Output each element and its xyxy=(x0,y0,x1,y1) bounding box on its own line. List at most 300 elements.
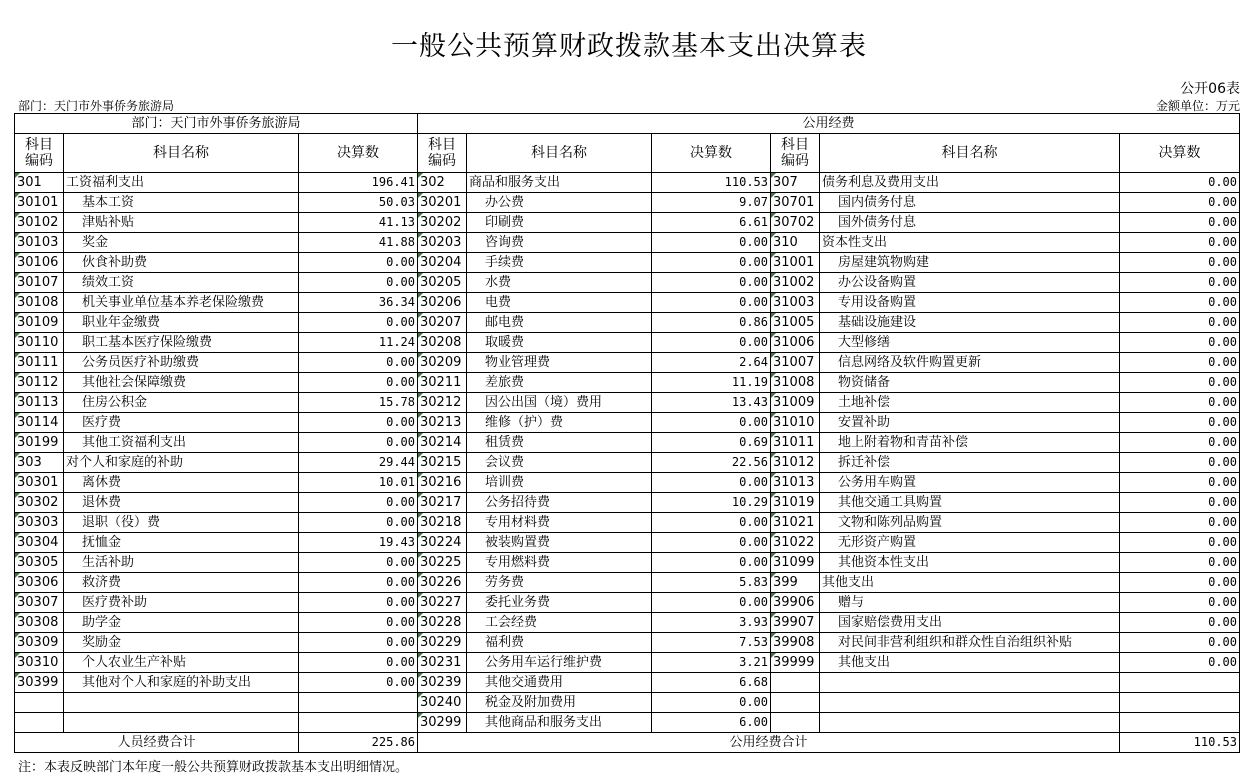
subject-name: 房屋建筑物购建 xyxy=(820,253,1120,273)
subject-name: 大型修缮 xyxy=(820,333,1120,353)
footnote: 注：本表反映部门本年度一般公共预算财政拨款基本支出明细情况。 xyxy=(18,760,409,775)
table-row xyxy=(15,293,1240,313)
subject-amount: 0.00 xyxy=(1120,493,1240,513)
subject-amount: 0.00 xyxy=(1120,653,1240,673)
table-id: 公开06表 xyxy=(1180,81,1240,97)
subject-amount: 0.00 xyxy=(652,513,771,533)
subject-amount: 0.00 xyxy=(1120,513,1240,533)
table-row xyxy=(15,193,1240,213)
subject-code xyxy=(771,713,820,733)
subject-code: 31008 xyxy=(771,373,820,393)
col-header-code xyxy=(771,134,820,173)
subject-amount: 0.00 xyxy=(299,613,418,633)
subject-amount: 0.00 xyxy=(652,333,771,353)
subject-code: 31007 xyxy=(771,353,820,373)
subject-amount: 0.00 xyxy=(652,253,771,273)
subject-amount: 6.61 xyxy=(652,213,771,233)
subject-code: 31006 xyxy=(771,333,820,353)
subject-name: 奖励金 xyxy=(64,633,299,653)
subject-name: 医疗费 xyxy=(64,413,299,433)
subject-code: 30240 xyxy=(418,693,467,713)
table-row xyxy=(15,553,1240,573)
subject-code: 30204 xyxy=(418,253,467,273)
subject-name: 文物和陈列品购置 xyxy=(820,513,1120,533)
subject-name: 无形资产购置 xyxy=(820,533,1120,553)
subject-amount: 0.00 xyxy=(1120,533,1240,553)
table-row xyxy=(15,213,1240,233)
subject-name: 抚恤金 xyxy=(64,533,299,553)
subject-name: 专用材料费 xyxy=(467,513,652,533)
subject-code: 30308 xyxy=(15,613,64,633)
subject-name: 其他商品和服务支出 xyxy=(467,713,652,733)
subject-name: 邮电费 xyxy=(467,313,652,333)
subject-code: 31022 xyxy=(771,533,820,553)
table-row xyxy=(15,653,1240,673)
subject-name: 专用设备购置 xyxy=(820,293,1120,313)
table-row xyxy=(15,493,1240,513)
subject-code: 39999 xyxy=(771,653,820,673)
subject-amount: 0.00 xyxy=(299,593,418,613)
table-row xyxy=(15,333,1240,353)
subject-name: 其他社会保障缴费 xyxy=(64,373,299,393)
subject-code: 30212 xyxy=(418,393,467,413)
subject-amount: 0.00 xyxy=(299,313,418,333)
subject-amount: 0.00 xyxy=(1120,273,1240,293)
subject-name: 水费 xyxy=(467,273,652,293)
subject-name: 国内债务付息 xyxy=(820,193,1120,213)
subject-code: 30216 xyxy=(418,473,467,493)
subject-name: 医疗费补助 xyxy=(64,593,299,613)
subject-amount: 0.00 xyxy=(299,273,418,293)
subject-name: 其他交通费用 xyxy=(467,673,652,693)
table-row xyxy=(15,473,1240,493)
subject-amount: 41.88 xyxy=(299,233,418,253)
subject-code: 30310 xyxy=(15,653,64,673)
subject-name: 公务用车运行维护费 xyxy=(467,653,652,673)
subject-name: 赠与 xyxy=(820,593,1120,613)
col-header-amount: 决算数 xyxy=(1120,134,1240,173)
subject-code: 30299 xyxy=(418,713,467,733)
department-label: 部门：天门市外事侨务旅游局 xyxy=(18,99,175,113)
unit-label: 金额单位：万元 xyxy=(1155,99,1240,113)
subject-name: 其他工资福利支出 xyxy=(64,433,299,453)
column-header-row xyxy=(15,134,1240,173)
subject-amount: 0.00 xyxy=(652,553,771,573)
subject-code: 30306 xyxy=(15,573,64,593)
subject-name: 物资储备 xyxy=(820,373,1120,393)
total-row xyxy=(15,733,1240,753)
subject-amount: 0.00 xyxy=(299,373,418,393)
subject-code: 30106 xyxy=(15,253,64,273)
col-header-code-text: 科目 编码 xyxy=(781,137,809,169)
subject-amount: 36.34 xyxy=(299,293,418,313)
subject-name: 拆迁补偿 xyxy=(820,453,1120,473)
subject-name: 津贴补贴 xyxy=(64,213,299,233)
subject-amount: 15.78 xyxy=(299,393,418,413)
subject-amount: 0.00 xyxy=(1120,233,1240,253)
subject-code: 39908 xyxy=(771,633,820,653)
table-row xyxy=(15,633,1240,653)
subject-amount: 0.00 xyxy=(1120,393,1240,413)
subject-code: 30109 xyxy=(15,313,64,333)
subject-amount: 0.00 xyxy=(299,673,418,693)
subject-code: 30229 xyxy=(418,633,467,653)
subject-code: 30399 xyxy=(15,673,64,693)
subject-amount xyxy=(299,693,418,713)
subject-amount xyxy=(1120,673,1240,693)
subject-code: 30107 xyxy=(15,273,64,293)
subject-code: 31003 xyxy=(771,293,820,313)
subject-amount: 11.24 xyxy=(299,333,418,353)
subject-name: 因公出国（境）费用 xyxy=(467,393,652,413)
subject-amount xyxy=(1120,693,1240,713)
subject-code: 399 xyxy=(771,573,820,593)
subject-code: 30218 xyxy=(418,513,467,533)
subject-name: 委托业务费 xyxy=(467,593,652,613)
subject-amount: 0.00 xyxy=(1120,593,1240,613)
subject-amount: 0.00 xyxy=(299,513,418,533)
table-row xyxy=(15,613,1240,633)
subject-amount: 2.64 xyxy=(652,353,771,373)
subject-amount: 0.00 xyxy=(1120,613,1240,633)
table-row xyxy=(15,713,1240,733)
subject-code: 30102 xyxy=(15,213,64,233)
subject-name: 电费 xyxy=(467,293,652,313)
col-header-name: 科目名称 xyxy=(820,134,1120,173)
subject-name: 救济费 xyxy=(64,573,299,593)
subject-amount: 0.00 xyxy=(299,493,418,513)
subject-name xyxy=(820,713,1120,733)
subject-amount: 10.29 xyxy=(652,493,771,513)
subject-code: 30110 xyxy=(15,333,64,353)
subject-amount: 0.00 xyxy=(299,553,418,573)
subject-amount: 0.00 xyxy=(652,233,771,253)
subject-amount: 0.00 xyxy=(1120,293,1240,313)
subject-name: 其他支出 xyxy=(820,653,1120,673)
subject-amount: 0.00 xyxy=(1120,313,1240,333)
col-header-name: 科目名称 xyxy=(467,134,652,173)
subject-name: 印刷费 xyxy=(467,213,652,233)
subject-amount: 0.00 xyxy=(652,473,771,493)
table-row xyxy=(15,673,1240,693)
subject-amount: 196.41 xyxy=(299,173,418,193)
subject-name: 其他对个人和家庭的补助支出 xyxy=(64,673,299,693)
subject-amount: 0.00 xyxy=(299,633,418,653)
subject-code: 30224 xyxy=(418,533,467,553)
subject-code: 30307 xyxy=(15,593,64,613)
subject-name: 土地补偿 xyxy=(820,393,1120,413)
page-title: 一般公共预算财政拨款基本支出决算表 xyxy=(391,31,867,62)
subject-code: 31002 xyxy=(771,273,820,293)
subject-amount: 0.00 xyxy=(652,693,771,713)
table-row xyxy=(15,693,1240,713)
subject-name: 对民间非营利组织和群众性自治组织补贴 xyxy=(820,633,1120,653)
subject-name: 国家赔偿费用支出 xyxy=(820,613,1120,633)
col-header-code xyxy=(418,134,467,173)
subject-amount: 0.00 xyxy=(652,273,771,293)
subject-code: 30205 xyxy=(418,273,467,293)
subject-code: 39906 xyxy=(771,593,820,613)
subject-code: 30304 xyxy=(15,533,64,553)
subject-name: 国外债务付息 xyxy=(820,213,1120,233)
subject-name xyxy=(820,693,1120,713)
subject-code: 30701 xyxy=(771,193,820,213)
subject-amount: 0.00 xyxy=(1120,413,1240,433)
subject-name: 基本工资 xyxy=(64,193,299,213)
subject-code: 30213 xyxy=(418,413,467,433)
subject-code: 30301 xyxy=(15,473,64,493)
subject-amount xyxy=(1120,713,1240,733)
table-row xyxy=(15,253,1240,273)
subject-amount: 0.00 xyxy=(652,413,771,433)
subject-code: 30303 xyxy=(15,513,64,533)
subject-name: 办公设备购置 xyxy=(820,273,1120,293)
subject-amount: 0.00 xyxy=(1120,193,1240,213)
table-row xyxy=(15,413,1240,433)
subject-name: 公务用车购置 xyxy=(820,473,1120,493)
subject-code: 31099 xyxy=(771,553,820,573)
subject-name: 维修（护）费 xyxy=(467,413,652,433)
subject-amount: 0.00 xyxy=(1120,433,1240,453)
subject-name: 信息网络及软件购置更新 xyxy=(820,353,1120,373)
subject-code xyxy=(15,713,64,733)
subject-name: 手续费 xyxy=(467,253,652,273)
subject-amount: 0.00 xyxy=(652,593,771,613)
subject-code: 30211 xyxy=(418,373,467,393)
subject-amount: 0.00 xyxy=(299,353,418,373)
subject-name xyxy=(64,713,299,733)
subject-code: 30111 xyxy=(15,353,64,373)
subject-amount: 0.00 xyxy=(299,653,418,673)
subject-amount: 0.00 xyxy=(1120,453,1240,473)
table-row xyxy=(15,353,1240,373)
subject-code: 30239 xyxy=(418,673,467,693)
subject-code: 30108 xyxy=(15,293,64,313)
subject-amount: 0.00 xyxy=(299,253,418,273)
subject-amount: 0.00 xyxy=(1120,213,1240,233)
subject-code: 30114 xyxy=(15,413,64,433)
subject-amount: 41.13 xyxy=(299,213,418,233)
subject-code: 30101 xyxy=(15,193,64,213)
subject-code: 310 xyxy=(771,233,820,253)
subject-code: 31009 xyxy=(771,393,820,413)
subject-code: 307 xyxy=(771,173,820,193)
subject-amount: 5.83 xyxy=(652,573,771,593)
col-header-code-text: 科目 编码 xyxy=(25,137,53,169)
col-header-amount: 决算数 xyxy=(299,134,418,173)
subject-name: 资本性支出 xyxy=(820,233,1120,253)
subject-code: 30225 xyxy=(418,553,467,573)
subject-amount: 0.00 xyxy=(652,533,771,553)
subject-amount: 6.68 xyxy=(652,673,771,693)
public-section-header: 公用经费 xyxy=(418,114,1240,134)
public-total-label: 公用经费合计 xyxy=(418,733,1120,753)
subject-amount: 22.56 xyxy=(652,453,771,473)
subject-code: 30227 xyxy=(418,593,467,613)
subject-code: 30202 xyxy=(418,213,467,233)
subject-code: 30207 xyxy=(418,313,467,333)
subject-name: 地上附着物和青苗补偿 xyxy=(820,433,1120,453)
subject-amount: 0.00 xyxy=(1120,473,1240,493)
subject-code: 31019 xyxy=(771,493,820,513)
subject-code: 30228 xyxy=(418,613,467,633)
subject-name: 租赁费 xyxy=(467,433,652,453)
subject-name: 物业管理费 xyxy=(467,353,652,373)
subject-name: 职工基本医疗保险缴费 xyxy=(64,333,299,353)
subject-name: 其他资本性支出 xyxy=(820,553,1120,573)
subject-name: 生活补助 xyxy=(64,553,299,573)
subject-name: 其他交通工具购置 xyxy=(820,493,1120,513)
subject-amount: 0.00 xyxy=(299,433,418,453)
table-row xyxy=(15,593,1240,613)
subject-amount xyxy=(299,713,418,733)
subject-amount: 13.43 xyxy=(652,393,771,413)
table-row xyxy=(15,313,1240,333)
subject-code: 30231 xyxy=(418,653,467,673)
subject-name: 专用燃料费 xyxy=(467,553,652,573)
subject-name: 取暖费 xyxy=(467,333,652,353)
table-row xyxy=(15,453,1240,473)
subject-amount: 0.86 xyxy=(652,313,771,333)
subject-amount: 0.00 xyxy=(299,413,418,433)
subject-amount: 110.53 xyxy=(652,173,771,193)
subject-name: 被装购置费 xyxy=(467,533,652,553)
personnel-section-header: 部门：天门市外事侨务旅游局 xyxy=(15,114,418,134)
col-header-code-text: 科目 编码 xyxy=(428,137,456,169)
subject-amount: 3.21 xyxy=(652,653,771,673)
subject-code: 301 xyxy=(15,173,64,193)
subject-code: 30209 xyxy=(418,353,467,373)
subject-code xyxy=(15,693,64,713)
subject-amount: 3.93 xyxy=(652,613,771,633)
subject-name: 福利费 xyxy=(467,633,652,653)
col-header-code xyxy=(15,134,64,173)
subject-code: 30302 xyxy=(15,493,64,513)
table-row xyxy=(15,173,1240,193)
subject-name: 其他支出 xyxy=(820,573,1120,593)
subject-code: 30112 xyxy=(15,373,64,393)
subject-code: 30305 xyxy=(15,553,64,573)
table-row xyxy=(15,433,1240,453)
subject-amount: 0.00 xyxy=(652,293,771,313)
subject-amount: 0.69 xyxy=(652,433,771,453)
subject-name: 对个人和家庭的补助 xyxy=(64,453,299,473)
subject-name: 债务利息及费用支出 xyxy=(820,173,1120,193)
table-row xyxy=(15,233,1240,253)
subject-name: 安置补助 xyxy=(820,413,1120,433)
subject-name xyxy=(64,693,299,713)
subject-name: 差旅费 xyxy=(467,373,652,393)
subject-amount: 29.44 xyxy=(299,453,418,473)
subject-name: 机关事业单位基本养老保险缴费 xyxy=(64,293,299,313)
subject-amount: 9.07 xyxy=(652,193,771,213)
subject-amount: 19.43 xyxy=(299,533,418,553)
subject-name: 离休费 xyxy=(64,473,299,493)
personnel-total-value: 225.86 xyxy=(299,733,418,753)
subject-amount: 0.00 xyxy=(299,573,418,593)
subject-code: 30103 xyxy=(15,233,64,253)
subject-code: 31010 xyxy=(771,413,820,433)
subject-name: 工会经费 xyxy=(467,613,652,633)
subject-amount: 0.00 xyxy=(1120,573,1240,593)
subject-code: 31013 xyxy=(771,473,820,493)
subject-code: 31005 xyxy=(771,313,820,333)
subject-name: 公务招待费 xyxy=(467,493,652,513)
subject-code: 31012 xyxy=(771,453,820,473)
subject-name: 职业年金缴费 xyxy=(64,313,299,333)
subject-code: 30226 xyxy=(418,573,467,593)
subject-name: 助学金 xyxy=(64,613,299,633)
subject-amount: 0.00 xyxy=(1120,173,1240,193)
subject-code: 30214 xyxy=(418,433,467,453)
subject-name: 公务员医疗补助缴费 xyxy=(64,353,299,373)
subject-name: 奖金 xyxy=(64,233,299,253)
subject-code: 302 xyxy=(418,173,467,193)
subject-amount: 50.03 xyxy=(299,193,418,213)
subject-code: 30309 xyxy=(15,633,64,653)
subject-code: 31011 xyxy=(771,433,820,453)
table-row xyxy=(15,393,1240,413)
subject-name: 绩效工资 xyxy=(64,273,299,293)
subject-name: 伙食补助费 xyxy=(64,253,299,273)
subject-code xyxy=(771,693,820,713)
subject-name: 培训费 xyxy=(467,473,652,493)
subject-code xyxy=(771,673,820,693)
table-row xyxy=(15,513,1240,533)
subject-code: 30201 xyxy=(418,193,467,213)
subject-name: 会议费 xyxy=(467,453,652,473)
subject-code: 30199 xyxy=(15,433,64,453)
subject-code: 30208 xyxy=(418,333,467,353)
table-row xyxy=(15,273,1240,293)
subject-amount: 0.00 xyxy=(1120,553,1240,573)
col-header-name: 科目名称 xyxy=(64,134,299,173)
subject-amount: 6.00 xyxy=(652,713,771,733)
subject-name: 商品和服务支出 xyxy=(467,173,652,193)
subject-name xyxy=(820,673,1120,693)
subject-code: 39907 xyxy=(771,613,820,633)
subject-code: 30203 xyxy=(418,233,467,253)
subject-amount: 11.19 xyxy=(652,373,771,393)
subject-name: 办公费 xyxy=(467,193,652,213)
subject-name: 税金及附加费用 xyxy=(467,693,652,713)
subject-amount: 10.01 xyxy=(299,473,418,493)
subject-code: 30702 xyxy=(771,213,820,233)
personnel-total-label: 人员经费合计 xyxy=(15,733,299,753)
subject-amount: 0.00 xyxy=(1120,633,1240,653)
subject-name: 个人农业生产补贴 xyxy=(64,653,299,673)
subject-amount: 0.00 xyxy=(1120,333,1240,353)
expenditure-table xyxy=(14,113,1240,753)
subject-code: 30113 xyxy=(15,393,64,413)
subject-code: 30206 xyxy=(418,293,467,313)
col-header-amount: 决算数 xyxy=(652,134,771,173)
subject-name: 退休费 xyxy=(64,493,299,513)
subject-name: 咨询费 xyxy=(467,233,652,253)
table-row xyxy=(15,373,1240,393)
subject-name: 劳务费 xyxy=(467,573,652,593)
subject-name: 住房公积金 xyxy=(64,393,299,413)
subject-amount: 0.00 xyxy=(1120,253,1240,273)
subject-name: 基础设施建设 xyxy=(820,313,1120,333)
subject-amount: 0.00 xyxy=(1120,373,1240,393)
table-row xyxy=(15,573,1240,593)
public-total-value: 110.53 xyxy=(1120,733,1240,753)
subject-code: 30217 xyxy=(418,493,467,513)
subject-name: 退职（役）费 xyxy=(64,513,299,533)
subject-code: 31001 xyxy=(771,253,820,273)
subject-amount: 7.53 xyxy=(652,633,771,653)
